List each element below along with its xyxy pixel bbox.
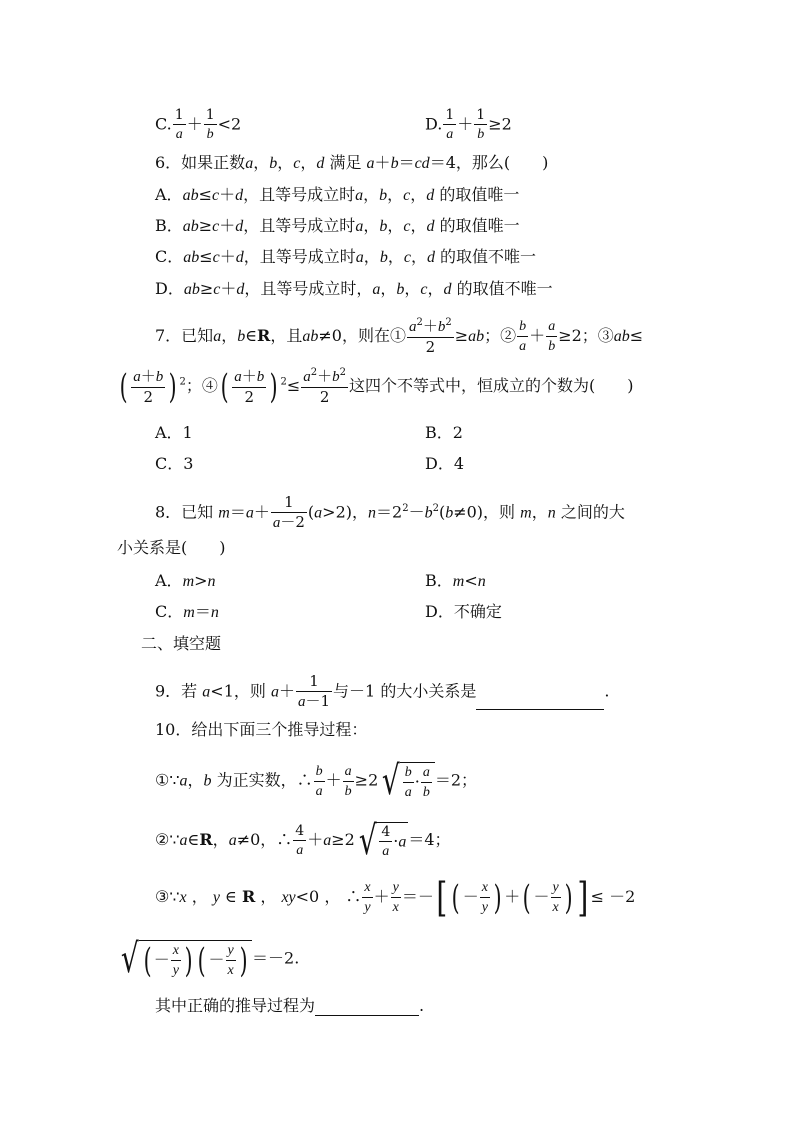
q7-option-a: A．1 (155, 423, 193, 442)
q7-option-b: B．2 (425, 423, 463, 442)
q6-option-d: D．ab≥c＋d，且等号成立时，a，b，c，d 的取值不唯一 (155, 279, 553, 298)
q8-option-b: B．m<n (425, 571, 486, 590)
q10-answer-blank[interactable] (315, 999, 419, 1016)
q6-option-b: B．ab≥c＋d，且等号成立时a，b，c，d 的取值唯一 (155, 216, 520, 235)
q5-option-d: D. $\frac{1}{a}$ ＋ $\frac{1}{b}$ ≥2 (425, 107, 512, 142)
q10-process-3-line1: ③∵x ， y ∈ R ， xy<0 ， ∴ $\frac{x}{y}$ ＋ $\frac{y}{x}$ ＝－[ ( － $\frac{x}{y}$ ) ＋( － $\frac{y}{x}$ ) ] ≤ －2 (155, 874, 636, 921)
q10-process-2: ②∵a∈R，a≠0，∴ $\frac{4}{a}$ ＋a≥2√ $\frac{4}{a}$ ·a ＝4； (155, 817, 451, 864)
q7-option-c: C．3 (155, 454, 194, 473)
q6-stem: 6．如果正数a，b，c，d 满足 a＋b＝cd＝4，那么( ) (155, 153, 549, 172)
q10-conclusion: 其中正确的推导过程为 . (155, 996, 425, 1015)
q9-answer-blank[interactable] (476, 693, 604, 710)
q10-stem: 10．给出下面三个推导过程： (155, 720, 368, 739)
q7-stem-line1: 7．已知a，b∈R，且ab≠0，则在① $\frac{a^2+b^2}{2}$ ≥ab；② $\frac{b}{a}$ ＋ $\frac{a}{b}$ ≥2；③ab≤ (155, 317, 644, 356)
q8-option-d: D．不确定 (425, 602, 502, 621)
section-title-fill-in: 二、填空题 (141, 634, 222, 653)
q6-option-c: C．ab≤c＋d，且等号成立时a，b，c，d 的取值不唯一 (155, 247, 537, 266)
q7-stem-line2: ( $\frac{a+b}{2}$ ) $^2$；④( $\frac{a+b}{2}$ ) $^2$≤ $\frac{a^2+b^2}{2}$ 这四个不等式中，恒成立的个数为( ) (119, 366, 634, 407)
q7-option-d: D．4 (425, 454, 465, 473)
q6-option-a: A．ab≤c＋d，且等号成立时a，b，c，d 的取值唯一 (155, 185, 520, 204)
q8-option-a: A．m>n (155, 571, 216, 590)
q8-option-c: C．m＝n (155, 602, 219, 621)
q10-process-1: ①∵a，b 为正实数，∴ $\frac{b}{a}$ ＋ $\frac{a}{b}$ ≥2√ $\frac{b}{a}$ · $\frac{a}{b}$ ＝2； (155, 758, 478, 804)
q8-stem-line2: 小关系是( ) (117, 538, 226, 557)
q8-stem-line1: 8．已知 m＝a＋ $\frac{1}{a-2}$ (a>2)，$n=2^2-b^2(b\ne 0)$，则 m，n 之间的大 (155, 493, 625, 531)
q9-stem: 9．若 a<1，则 a＋ $\frac{1}{a-1}$ 与－1 的大小关系是 . (155, 672, 610, 710)
q10-process-3-line2: √ ( － $\frac{x}{y}$ ) ( － $\frac{y}{x}$ ) ＝－2. (120, 936, 300, 982)
q5-option-c: C. $\frac{1}{a}$ ＋ $\frac{1}{b}$ <2 (155, 107, 242, 142)
